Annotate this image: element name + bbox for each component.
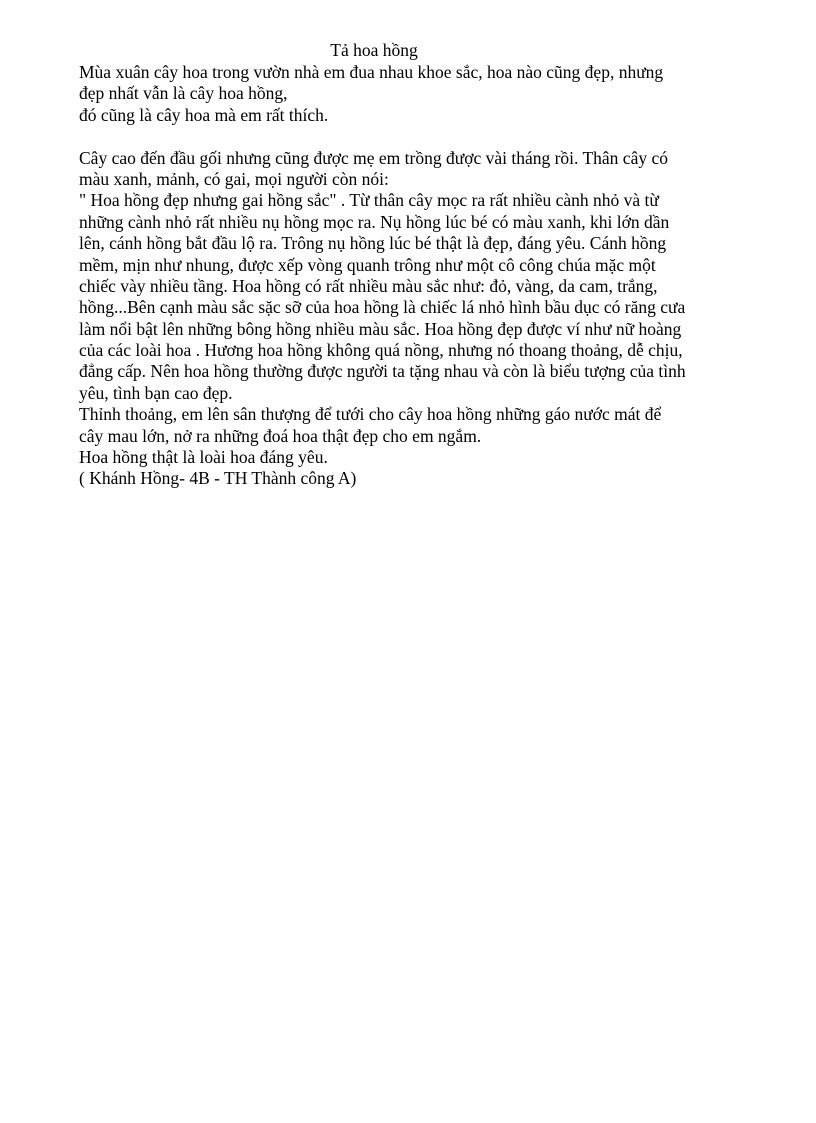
text-line: cây mau lớn, nở ra những đoá hoa thật đẹp cho em ngắm.: [79, 425, 482, 446]
document-body: [79, 62, 749, 490]
text-line: Mùa xuân cây hoa trong vườn nhà em đua nhau khoe sắc, hoa nào cũng đẹp, nhưng: [79, 62, 664, 82]
text-line: đó cũng là cây hoa mà em rất thích.: [79, 104, 329, 125]
author-signature: ( Khánh Hồng- 4B - TH Thành công A): [79, 468, 357, 489]
text-line: những cành nhỏ rất nhiều nụ hồng mọc ra. Nụ hồng lúc bé có màu xanh, khi lớn dần: [79, 211, 670, 232]
text-line: Hoa hồng thật là loài hoa đáng yêu.: [79, 447, 328, 468]
text-line: Cây cao đến đầu gối nhưng cũng được mẹ em trồng được vài tháng rồi. Thân cây có: [79, 147, 668, 168]
text-line: mềm, mịn như nhung, được xếp vòng quanh trông như một cô công chúa mặc một: [79, 254, 656, 275]
text-line: màu xanh, mảnh, có gai, mọi người còn nói:: [79, 168, 389, 189]
text-line: đẹp nhất vẫn là cây hoa hồng,: [79, 83, 288, 104]
text-line: làm nổi bật lên những bông hồng nhiều màu sắc. Hoa hồng đẹp được ví như nữ hoàng: [79, 318, 682, 339]
paragraph-gap: [79, 126, 749, 147]
text-line: " Hoa hồng đẹp nhưng gai hồng sắc" . Từ thân cây mọc ra rất nhiều cành nhỏ và từ: [79, 190, 659, 211]
text-line: Thỉnh thoảng, em lên sân thượng để tưới cho cây hoa hồng những gáo nước mát để: [79, 404, 662, 425]
text-line: đẳng cấp. Nên hoa hồng thường được người ta tặng nhau và còn là biểu tượng của tình: [79, 361, 686, 382]
text-line: hồng...Bên cạnh màu sắc sặc sỡ của hoa hồng là chiếc lá nhỏ hình bầu dục có răng cưa: [79, 297, 686, 318]
text-line: của các loài hoa . Hương hoa hồng không quá nồng, nhưng nó thoang thoảng, dễ chịu,: [79, 340, 683, 361]
text-line: chiếc vày nhiều tầng. Hoa hồng có rất nhiều màu sắc như: đỏ, vàng, da cam, trắng,: [79, 275, 658, 296]
document-title: Tả hoa hồng: [330, 40, 418, 60]
text-line: yêu, tình bạn cao đẹp.: [79, 382, 233, 403]
text-line: lên, cánh hồng bắt đầu lộ ra. Trông nụ hồng lúc bé thật là đẹp, đáng yêu. Cánh hồng: [79, 233, 667, 254]
